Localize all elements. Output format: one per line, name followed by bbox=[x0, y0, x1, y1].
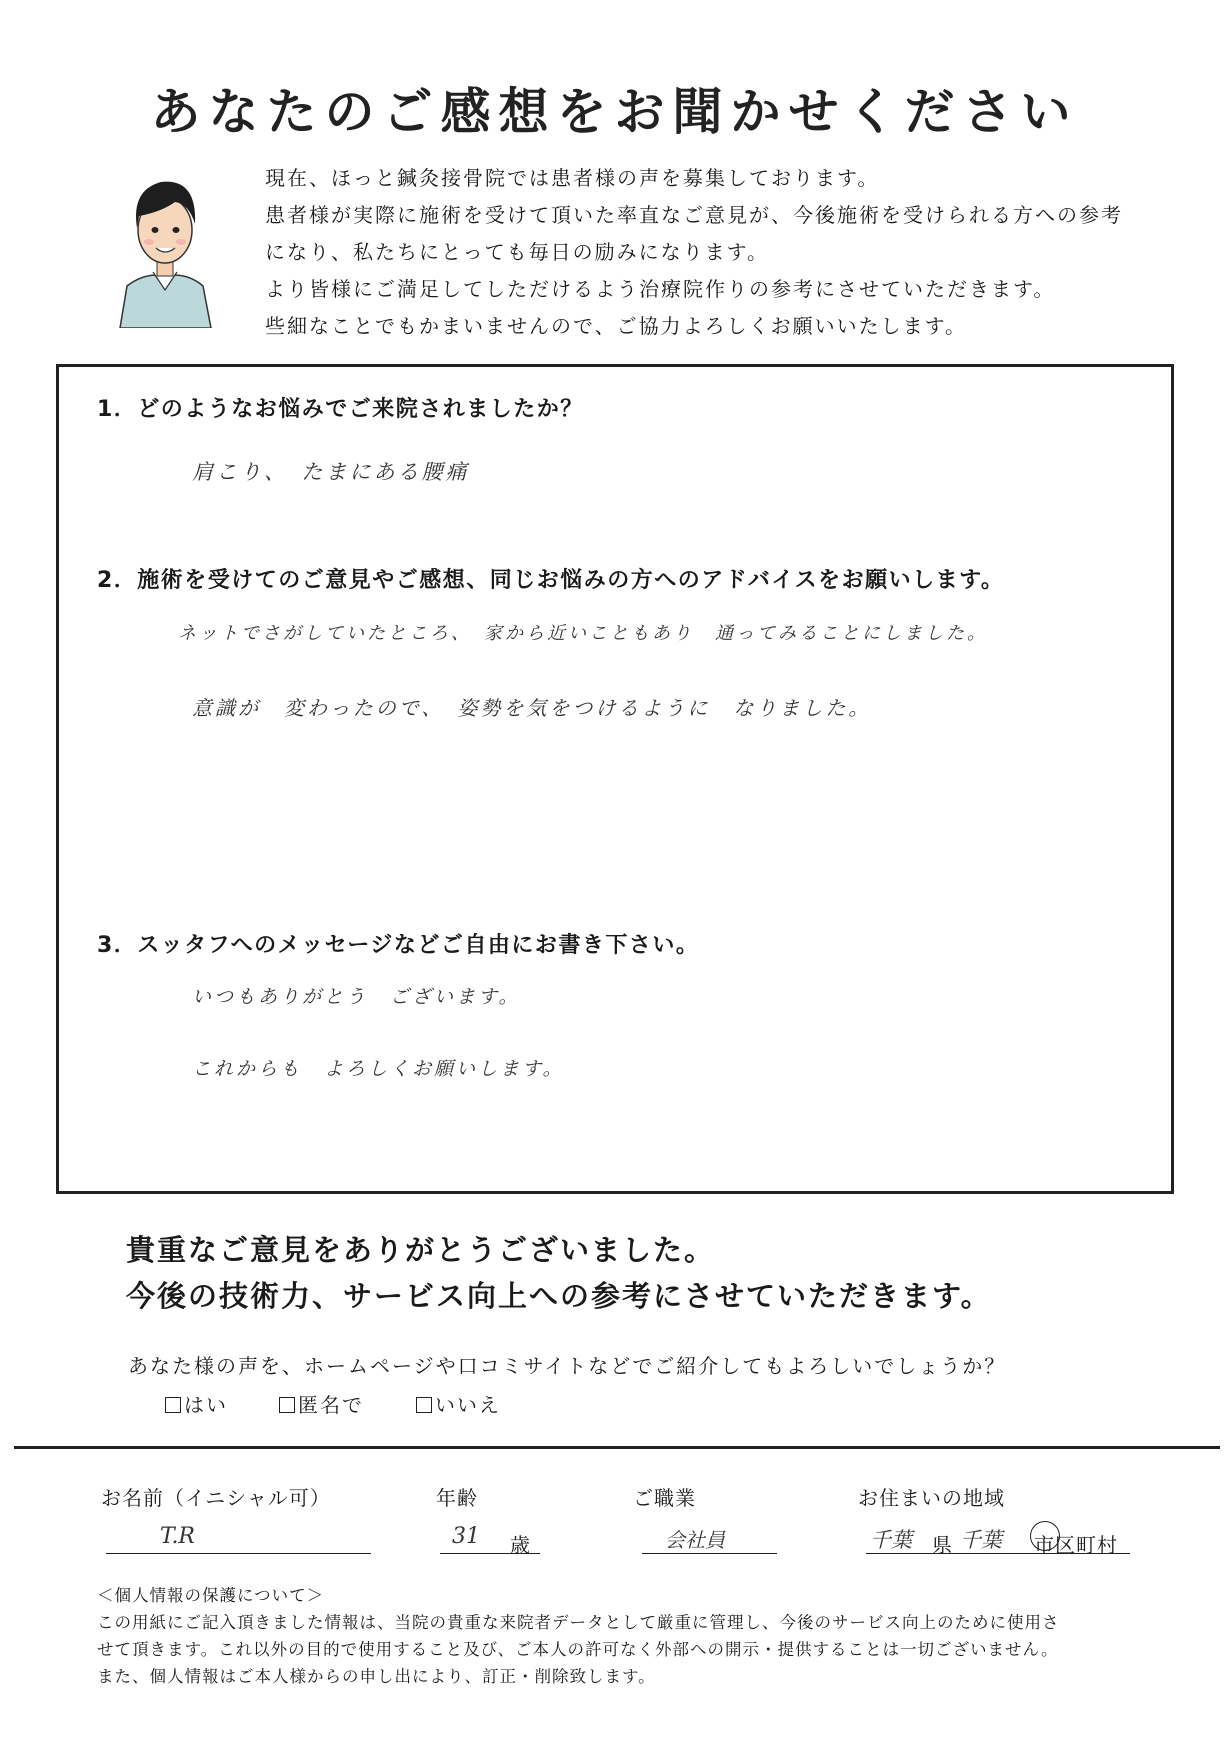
name-value[interactable]: T.R bbox=[160, 1524, 195, 1549]
intro-line: になり、私たちにとっても毎日の励みになります。 bbox=[265, 240, 769, 264]
consent-question: あなた様の声を、ホームページや口コミサイトなどでご紹介してもよろしいでしょうか？ bbox=[128, 1354, 1007, 1378]
answer-3-line-2: これからも よろしくお願いします。 bbox=[192, 1058, 565, 1080]
area-underline bbox=[866, 1553, 1130, 1554]
area-label: お住まいの地域 bbox=[858, 1486, 1005, 1510]
answer-3-line-1: いつもありがとう ございます。 bbox=[192, 986, 521, 1008]
staff-illustration bbox=[115, 168, 215, 328]
intro-text bbox=[265, 160, 1123, 345]
occupation-underline bbox=[642, 1553, 777, 1554]
occupation-value[interactable]: 会社員 bbox=[665, 1528, 725, 1552]
privacy-heading: ＜個人情報の保護について＞ bbox=[97, 1586, 325, 1605]
privacy-line: この用紙にご記入頂きました情報は、当院の貴重な来院者データとして厳重に管理し、今後のサービス向上のために使用さ bbox=[97, 1613, 1060, 1632]
consent-option-no[interactable] bbox=[416, 1389, 501, 1418]
answer-1-line-1: 肩こり、 たまにある腰痛 bbox=[192, 460, 470, 484]
consent-option-label: 匿名で bbox=[298, 1393, 364, 1417]
consent-option-anonymous[interactable] bbox=[279, 1389, 364, 1418]
prefecture-value[interactable]: 千葉 bbox=[870, 1528, 912, 1552]
name-underline bbox=[106, 1553, 371, 1554]
answer-2-line-1: ネットでさがしていたところ、 家から近いこともあり 通ってみることにしました。 bbox=[178, 623, 988, 644]
consent-option-yes[interactable] bbox=[165, 1389, 228, 1418]
checkbox-icon[interactable] bbox=[416, 1397, 432, 1413]
privacy-line: せて頂きます。これ以外の目的で使用すること及び、ご本人の許可なく外部への開示・提供することは一切ございません。 bbox=[97, 1640, 1059, 1659]
intro-line: 些細なことでもかまいませんので、ご協力よろしくお願いいたします。 bbox=[265, 314, 967, 338]
thanks-line-2: 今後の技術力、サービス向上への参考にさせていただきます。 bbox=[126, 1279, 992, 1313]
city-value[interactable]: 千葉 bbox=[960, 1528, 1002, 1552]
age-underline bbox=[440, 1553, 540, 1554]
divider bbox=[14, 1446, 1220, 1449]
question-2: 2．施術を受けてのご意見やご感想、同じお悩みの方へのアドバイスをお願いします。 bbox=[97, 568, 1005, 593]
intro-line: より皆様にご満足してしただけるよう治療院作りの参考にさせていただきます。 bbox=[265, 277, 1056, 301]
question-1: 1．どのようなお悩みでご来院されましたか？ bbox=[97, 397, 584, 422]
prefecture-unit: 県 bbox=[932, 1533, 952, 1557]
age-value[interactable]: 31 bbox=[452, 1524, 480, 1549]
thanks-line-1: 貴重なご意見をありがとうございました。 bbox=[126, 1233, 716, 1267]
page-title: あなたのご感想をお聞かせください bbox=[150, 83, 1079, 141]
occupation-label: ご職業 bbox=[633, 1486, 696, 1510]
question-3: 3．スッタフへのメッセージなどご自由にお書き下さい。 bbox=[97, 933, 700, 958]
intro-line: 現在、ほっと鍼灸接骨院では患者様の声を募集しております。 bbox=[265, 166, 880, 190]
checkbox-icon[interactable] bbox=[165, 1397, 181, 1413]
answer-2-line-2: 意識が 変わったので、 姿勢を気をつけるように なりました。 bbox=[192, 696, 872, 720]
age-label: 年齢 bbox=[436, 1486, 478, 1510]
city-units: 市区町村 bbox=[1034, 1533, 1118, 1557]
privacy-notice bbox=[97, 1582, 1060, 1690]
intro-line: 患者様が実際に施術を受けて頂いた率直なご意見が、今後施術を受けられる方への参考 bbox=[265, 203, 1123, 227]
consent-option-label: はい bbox=[184, 1393, 228, 1417]
name-label: お名前（イニシャル可） bbox=[101, 1486, 331, 1510]
age-unit: 歳 bbox=[510, 1533, 530, 1557]
consent-option-label: いいえ bbox=[435, 1393, 501, 1417]
checkbox-icon[interactable] bbox=[279, 1397, 295, 1413]
privacy-line: また、個人情報はご本人様からの申し出により、訂正・削除致します。 bbox=[97, 1667, 656, 1686]
